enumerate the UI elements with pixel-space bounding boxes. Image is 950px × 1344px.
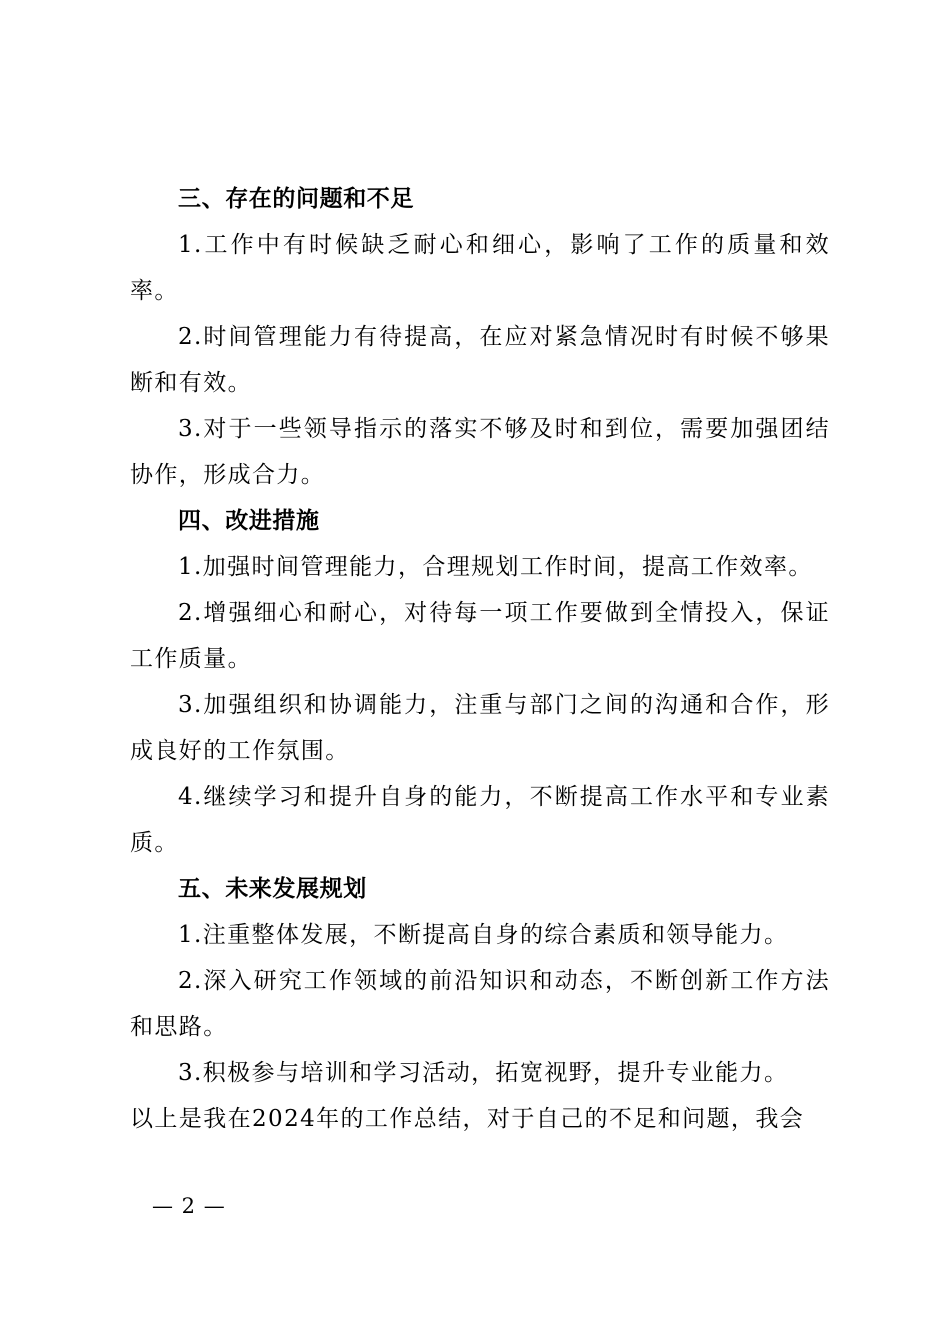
improvement-item-4: 4.继续学习和提升自身的能力，不断提高工作水平和专业素质。 (130, 784, 830, 856)
problem-item-1: 1.工作中有时候缺乏耐心和细心，影响了工作的质量和效率。 (130, 232, 830, 304)
problem-item-3: 3.对于一些领导指示的落实不够及时和到位，需要加强团结协作，形成合力。 (130, 416, 830, 488)
plan-item-2: 2.深入研究工作领域的前沿知识和动态，不断创新工作方法和思路。 (130, 968, 830, 1040)
plan-item-1: 1.注重整体发展，不断提高自身的综合素质和领导能力。 (178, 922, 789, 948)
page-number: — 2 — (152, 1194, 226, 1218)
closing-paragraph: 以上是我在2024年的工作总结，对于自己的不足和问题，我会 (130, 1106, 805, 1132)
section-heading-problems: 三、存在的问题和不足 (178, 186, 414, 212)
improvement-item-2: 2.增强细心和耐心，对待每一项工作要做到全情投入，保证工作质量。 (130, 600, 830, 672)
problem-item-2: 2.时间管理能力有待提高，在应对紧急情况时有时候不够果断和有效。 (130, 324, 830, 396)
improvement-item-1: 1.加强时间管理能力，合理规划工作时间，提高工作效率。 (178, 554, 813, 580)
improvement-item-3: 3.加强组织和协调能力，注重与部门之间的沟通和合作，形成良好的工作氛围。 (130, 692, 830, 764)
section-heading-improvements: 四、改进措施 (178, 508, 320, 534)
section-heading-future-plan: 五、未来发展规划 (178, 876, 367, 902)
plan-item-3: 3.积极参与培训和学习活动，拓宽视野，提升专业能力。 (178, 1060, 789, 1086)
document-body (130, 176, 830, 1142)
